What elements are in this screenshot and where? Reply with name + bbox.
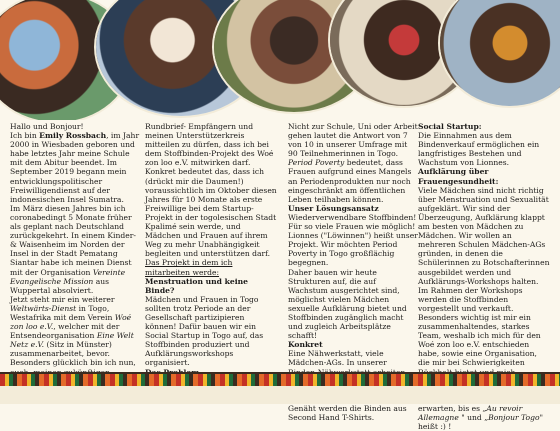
- photo-collage: [0, 0, 560, 120]
- text-run: aus Wuppertal absolviert.: [10, 276, 110, 295]
- text-run: bedeutet, dass Frauen aufgrund eines Mangels an Periodenprodukten nur noch eingeschränkt am öffentlichen Leben teilhaben können.: [288, 158, 412, 204]
- text-run: , im Jahr 2000 in Wiesbaden geboren und habe letztes Jahr meine Schule mit dem Abitur beendet. Im September 2019 begann mein entwicklungspolitischer Freiwilligendienst auf der indonesischen Insel Sumatra.: [10, 131, 140, 204]
- paragraph: [418, 186, 550, 313]
- text-run: , welcher mit der Entsendeorganisation: [10, 322, 120, 341]
- text-run: heißt :) !: [418, 422, 452, 431]
- text-run: Genäht werden die Binden aus Second Hand T-Shirts.: [288, 403, 407, 422]
- text-run: Konkret: [288, 340, 323, 350]
- text-run: Rundbrief- Empfängern und meinen Unterstützerkreis mitteilen zu dürfen, dass ich bei dem Stoffbinden-Projekt des Woé zon loo e.V. mitwirken darf. Konkret bedeutet das, dass ich (drückt mir die Daumen!) voraussichtlich im Oktober diesen Jahres für 10 Monate als erste Freiwillige bei dem Startup-Projekt in der togolesischen Stadt Kpalimé sein werde, und Mädchen und Frauen auf ihrem Weg zu mehr Unabhängigkeit begleiten und unterstützen darf.: [145, 122, 277, 259]
- paragraph: [10, 131, 140, 204]
- paragraph: [145, 295, 278, 368]
- text-run: „Au revoir Allemagne ": [418, 403, 523, 422]
- text-run: Nicht zur Schule, Uni oder Arbeit gehen lautet die Antwort von 7 von 10 in unserer Umfrage mit 90 Teilnehmerinnen in Togo.: [288, 122, 418, 159]
- text-run: Menstruation und keine Binde?: [145, 276, 248, 295]
- text-run: Besonders wichtig ist mir ein zusammenhaltendes, starkes Team, weshalb ich mich für den Woé zon loo e.V. entschieden habe, sowie eine Organisation, die mir bei Schwierigkeiten: [418, 312, 541, 368]
- text-run: Weltwärts-Dienst: [10, 303, 77, 313]
- photo-women-group: [440, 0, 560, 106]
- text-run: erwarten, bis es: [418, 403, 481, 413]
- column-1: [10, 122, 140, 377]
- paragraph: [145, 258, 278, 276]
- paragraph: [288, 122, 418, 204]
- text-run: Das Projekt in dem ich mitarbeiten werde:: [145, 258, 233, 277]
- text-run: in Togo, Westafrika mit dem Verein: [10, 303, 115, 322]
- paragraph: [10, 295, 140, 377]
- text-run: Vereinte Evangelische Mission: [10, 267, 126, 286]
- text-run: Im März diesen Jahres bin ich coronabedingt 5 Monate früher als geplant nach Deutschland zurückgekehrt. In einem Kinder- & Waisenheim im Norden der Insel in der Stadt Pematang Siantar habe ich meinen Dienst mit der Organisation: [10, 203, 136, 277]
- paragraph: [288, 268, 418, 341]
- text-run: Die Einnahmen aus dem Bindenverkauf ermöglichen ein langfristiges Bestehen und Wachstum von Lionnes.: [418, 131, 540, 168]
- text-run: Eine Welt Netz e.V.: [10, 331, 134, 350]
- african-pattern-border: [0, 374, 560, 386]
- text-run: (Sitz in Münster) zusammenarbeitet, bevor. Besonders glücklich bin ich nun,: [10, 340, 136, 368]
- text-run: Aufklärung über Frauengesundheit:: [418, 167, 499, 186]
- article-body: [10, 122, 550, 431]
- text-run: Jetzt steht mir ein weiterer: [10, 294, 115, 304]
- paragraph: [10, 122, 140, 131]
- bottom-margin: [0, 386, 560, 404]
- column-2: [145, 122, 278, 404]
- text-run: Social Startup:: [418, 122, 482, 131]
- text-run: Wiederverwendbare Stoffbinden! Für so viele Frauen wie möglich! Lionnes ("Löwinnen") heißt unser Projekt. Wir möchten Period Poverty in Togo großflächig begegnen.: [288, 212, 418, 268]
- paragraph: [288, 204, 418, 213]
- text-run: und: [464, 413, 485, 422]
- text-run: Ich bin: [10, 131, 40, 141]
- text-run: Mädchen und Frauen in Togo sollten trotz Periode an der Gesellschaft partizipieren können! Dafür bauen wir ein Social Startup in Togo auf, das Stoffbinden produziert und Aufklärungsworkshops organisiert.: [145, 294, 264, 368]
- paragraph: [288, 404, 418, 422]
- text-run: Emily Rossbach: [39, 131, 107, 141]
- text-run: „Bonjour Togo": [484, 413, 544, 422]
- text-run: Period Poverty: [288, 158, 345, 168]
- text-run: Eine Nähwerkstatt, viele Mädchen-AGs. In unserer: [288, 349, 387, 368]
- paragraph: [10, 204, 140, 295]
- paragraph: [288, 340, 418, 349]
- paragraph: [145, 122, 278, 258]
- paragraph: [288, 213, 418, 268]
- text-run: Unser Lösungsansatz: [288, 203, 379, 213]
- text-run: Daher bauen wir heute Strukturen auf, die auf Wachstum ausgerichtet sind, möglichst vielen Mädchen sexuelle Aufklärung bietet und Stoffbinden zugänglich macht und zugleich Arbeitsplätze schafft!: [288, 267, 407, 341]
- text-run: Viele Mädchen sind nicht richtig über Menstruation und Sexualität aufgeklärt. Wir sind der Überzeugung, Aufklärung klappt am besten von Mädchen zu Mädchen. Wir wollen an mehreren Schulen Mädchen-AGs gründen, in denen die Schülerinnen zu Botschafterinnen ausgebildet werden und Aufklärungs-Workshops halten. Im Rahmen der Workshops werden die Stoffbinden vorgestellt und verkauft.: [418, 185, 550, 313]
- paragraph: [418, 167, 550, 185]
- text-run: Woé zon loo e.V.: [10, 312, 132, 332]
- paragraph: [145, 277, 278, 295]
- paragraph: [418, 122, 550, 131]
- text-run: Hallo und Bonjour!: [10, 122, 84, 131]
- paragraph: [418, 131, 550, 167]
